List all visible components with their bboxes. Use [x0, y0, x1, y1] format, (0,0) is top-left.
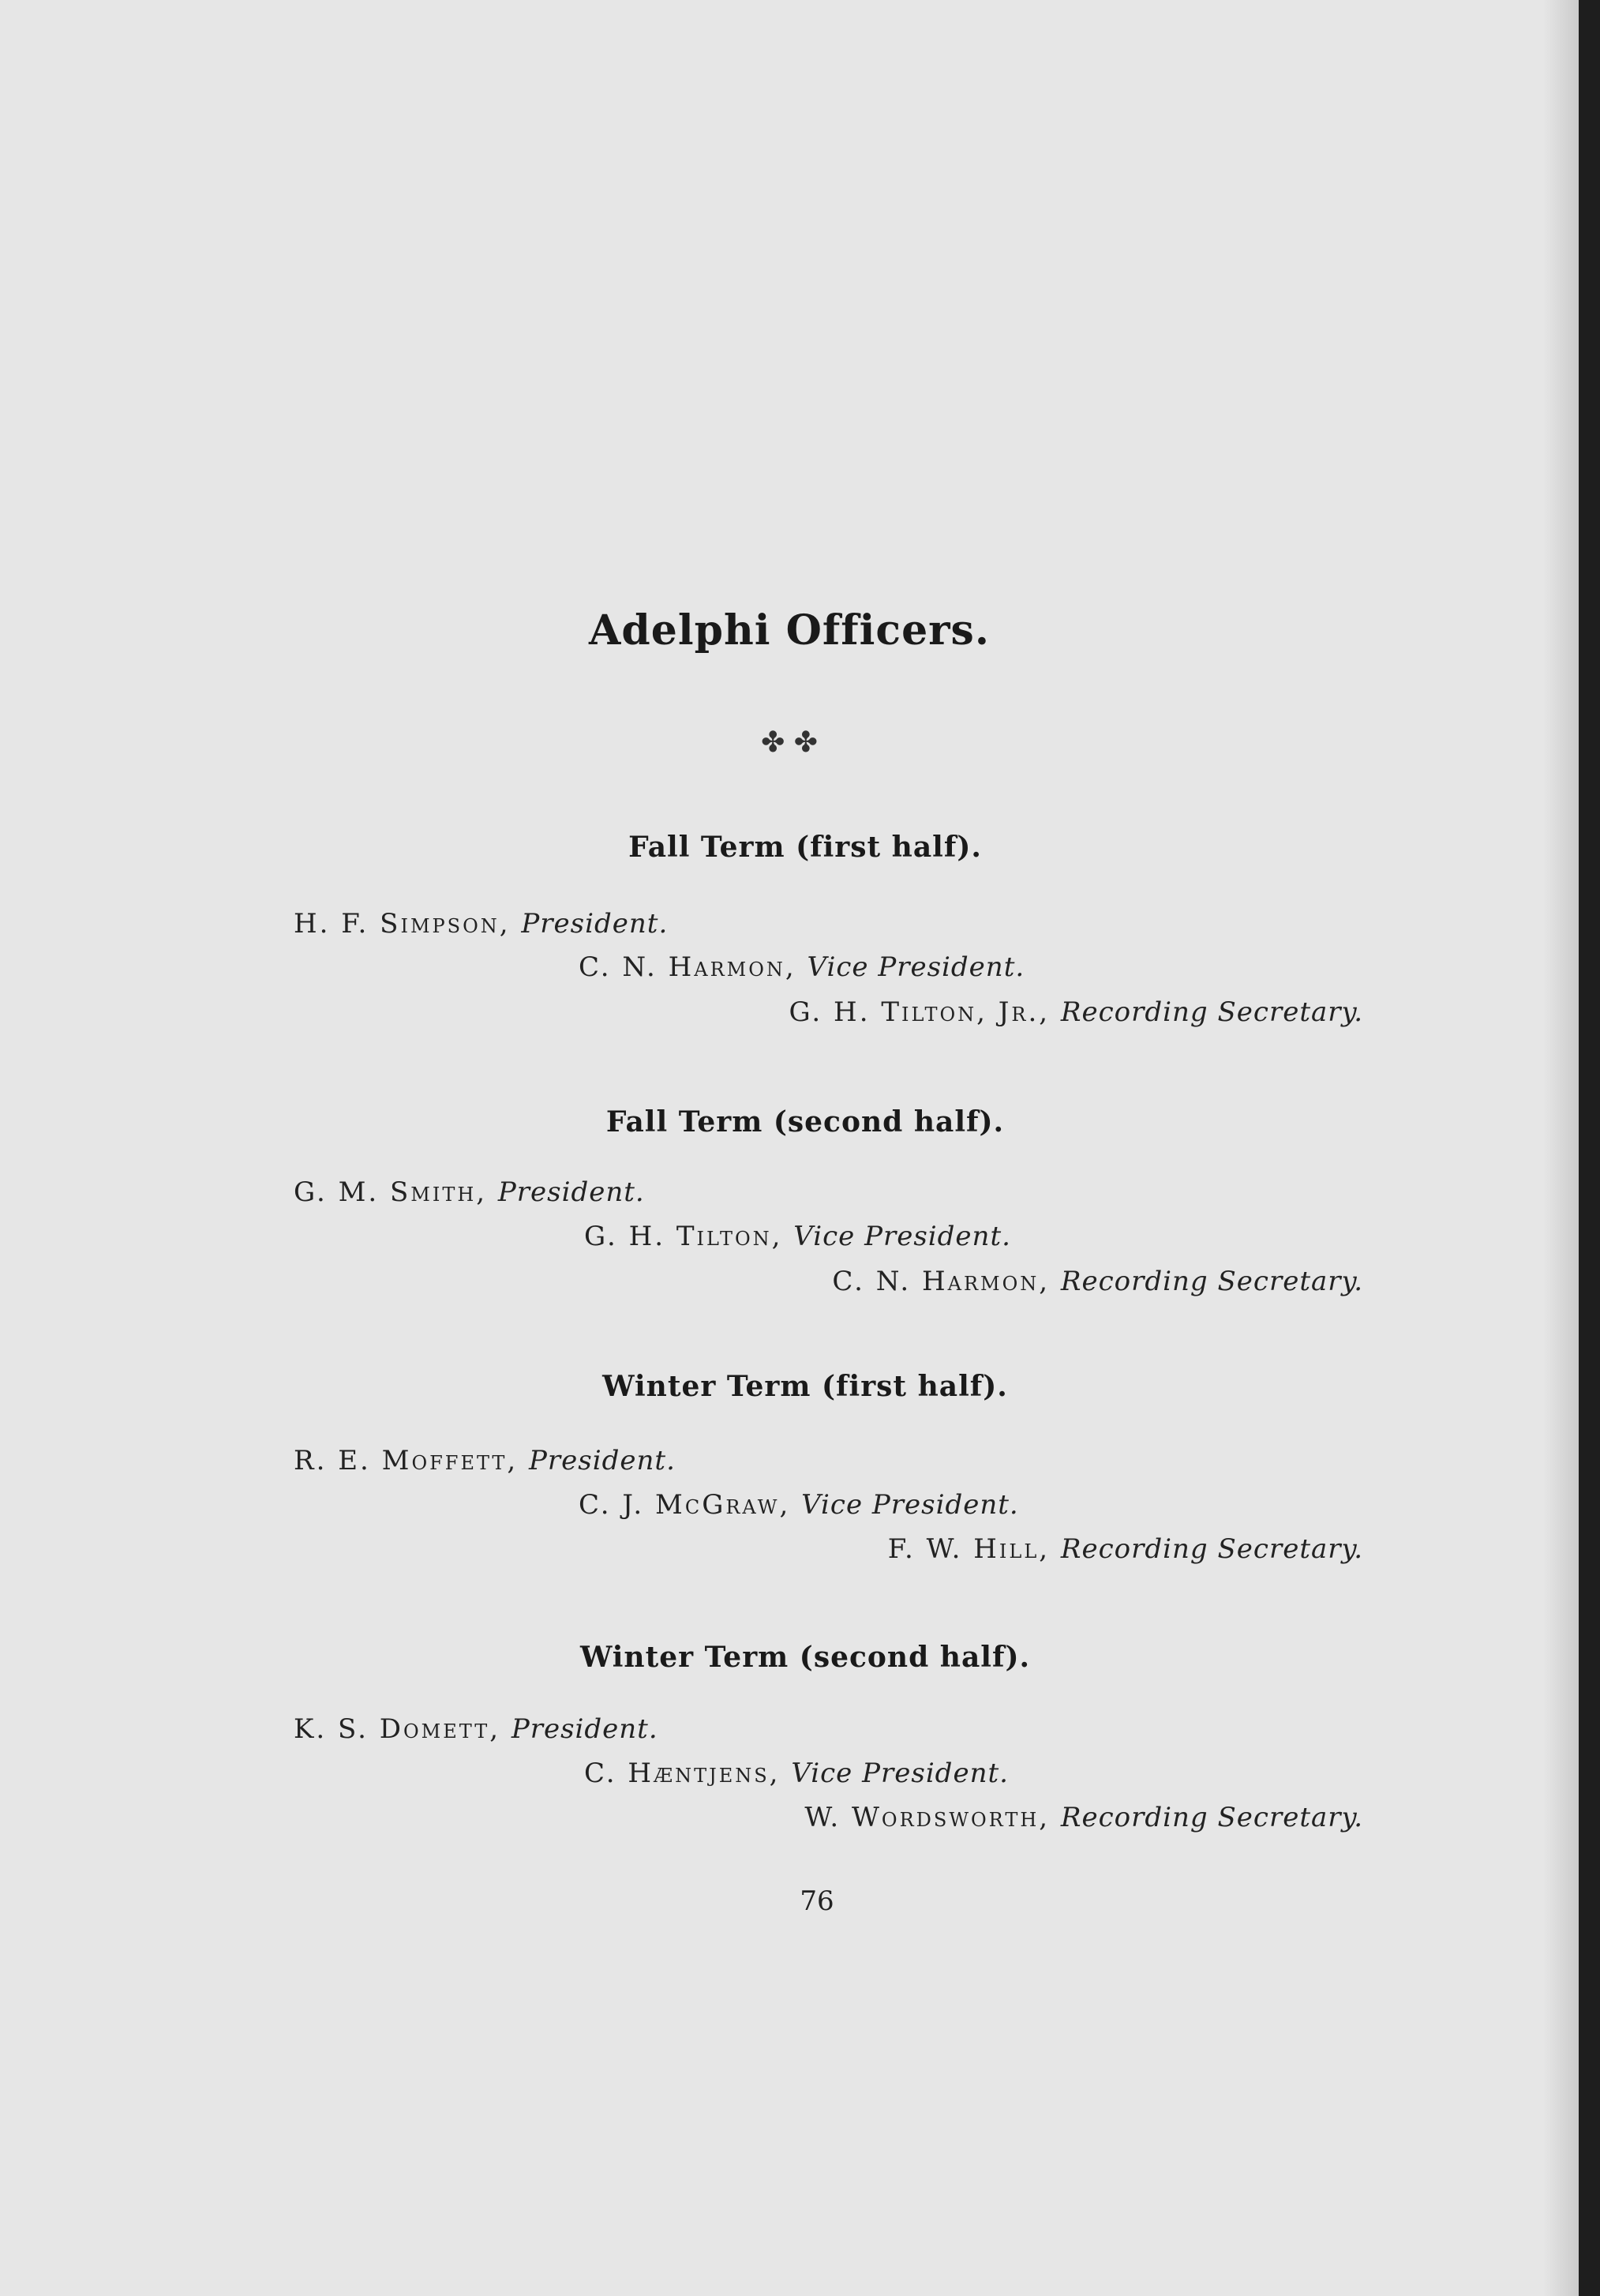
officer-line [888, 1533, 1363, 1565]
officer-line [584, 1221, 1011, 1252]
officer-name: W. Wordsworth, [804, 1802, 1051, 1833]
page-gutter-shadow [1543, 0, 1579, 2296]
officer-line [804, 1802, 1363, 1833]
officer-name: F. W. Hill, [887, 1533, 1051, 1565]
officer-role: Recording Secretary. [1060, 1266, 1363, 1297]
officer-name: G. H. Tilton, [584, 1221, 783, 1252]
officer-role: President. [521, 908, 669, 940]
officer-role: Vice President. [807, 951, 1025, 983]
officer-line [832, 1266, 1363, 1297]
officer-line [294, 908, 668, 940]
officer-line [294, 1176, 645, 1208]
section-heading-fall-second: Fall Term (second half). [605, 1105, 1005, 1139]
officer-line [294, 1445, 676, 1476]
page-title: Adelphi Officers. [589, 606, 990, 655]
officer-line [789, 996, 1363, 1028]
officer-line [579, 1489, 1019, 1521]
officer-name: C. N. Harmon, [579, 951, 796, 983]
officer-name: K. S. Domett, [294, 1713, 501, 1745]
officer-role: Recording Secretary. [1060, 996, 1363, 1028]
officer-role: Recording Secretary. [1060, 1533, 1363, 1565]
officer-role: President. [497, 1176, 645, 1208]
officer-name: G. H. Tilton, Jr., [789, 996, 1051, 1028]
officer-role: President. [529, 1445, 676, 1476]
officer-name: R. E. Moffett, [294, 1445, 519, 1476]
ornament-divider: ✤ ✤ [761, 726, 818, 759]
officer-role: Vice President. [793, 1221, 1011, 1252]
officer-name: H. F. Simpson, [294, 908, 511, 940]
officer-line [294, 1713, 658, 1745]
scan-border [1579, 0, 1600, 2296]
officer-role: President. [511, 1713, 658, 1745]
officer-name: C. J. McGraw, [579, 1489, 791, 1521]
page-number: 76 [800, 1885, 834, 1917]
officer-line [579, 951, 1025, 983]
officer-role: Recording Secretary. [1060, 1802, 1363, 1833]
section-heading-fall-first: Fall Term (first half). [628, 831, 982, 864]
officer-name: G. M. Smith, [294, 1176, 488, 1208]
officer-name: C. Hæntjens, [584, 1758, 781, 1789]
section-heading-winter-first: Winter Term (first half). [602, 1370, 1008, 1403]
officer-name: C. N. Harmon, [832, 1266, 1051, 1297]
officer-role: Vice President. [791, 1758, 1009, 1789]
officer-line [584, 1758, 1009, 1789]
section-heading-winter-second: Winter Term (second half). [579, 1641, 1031, 1674]
officer-role: Vice President. [801, 1489, 1019, 1521]
